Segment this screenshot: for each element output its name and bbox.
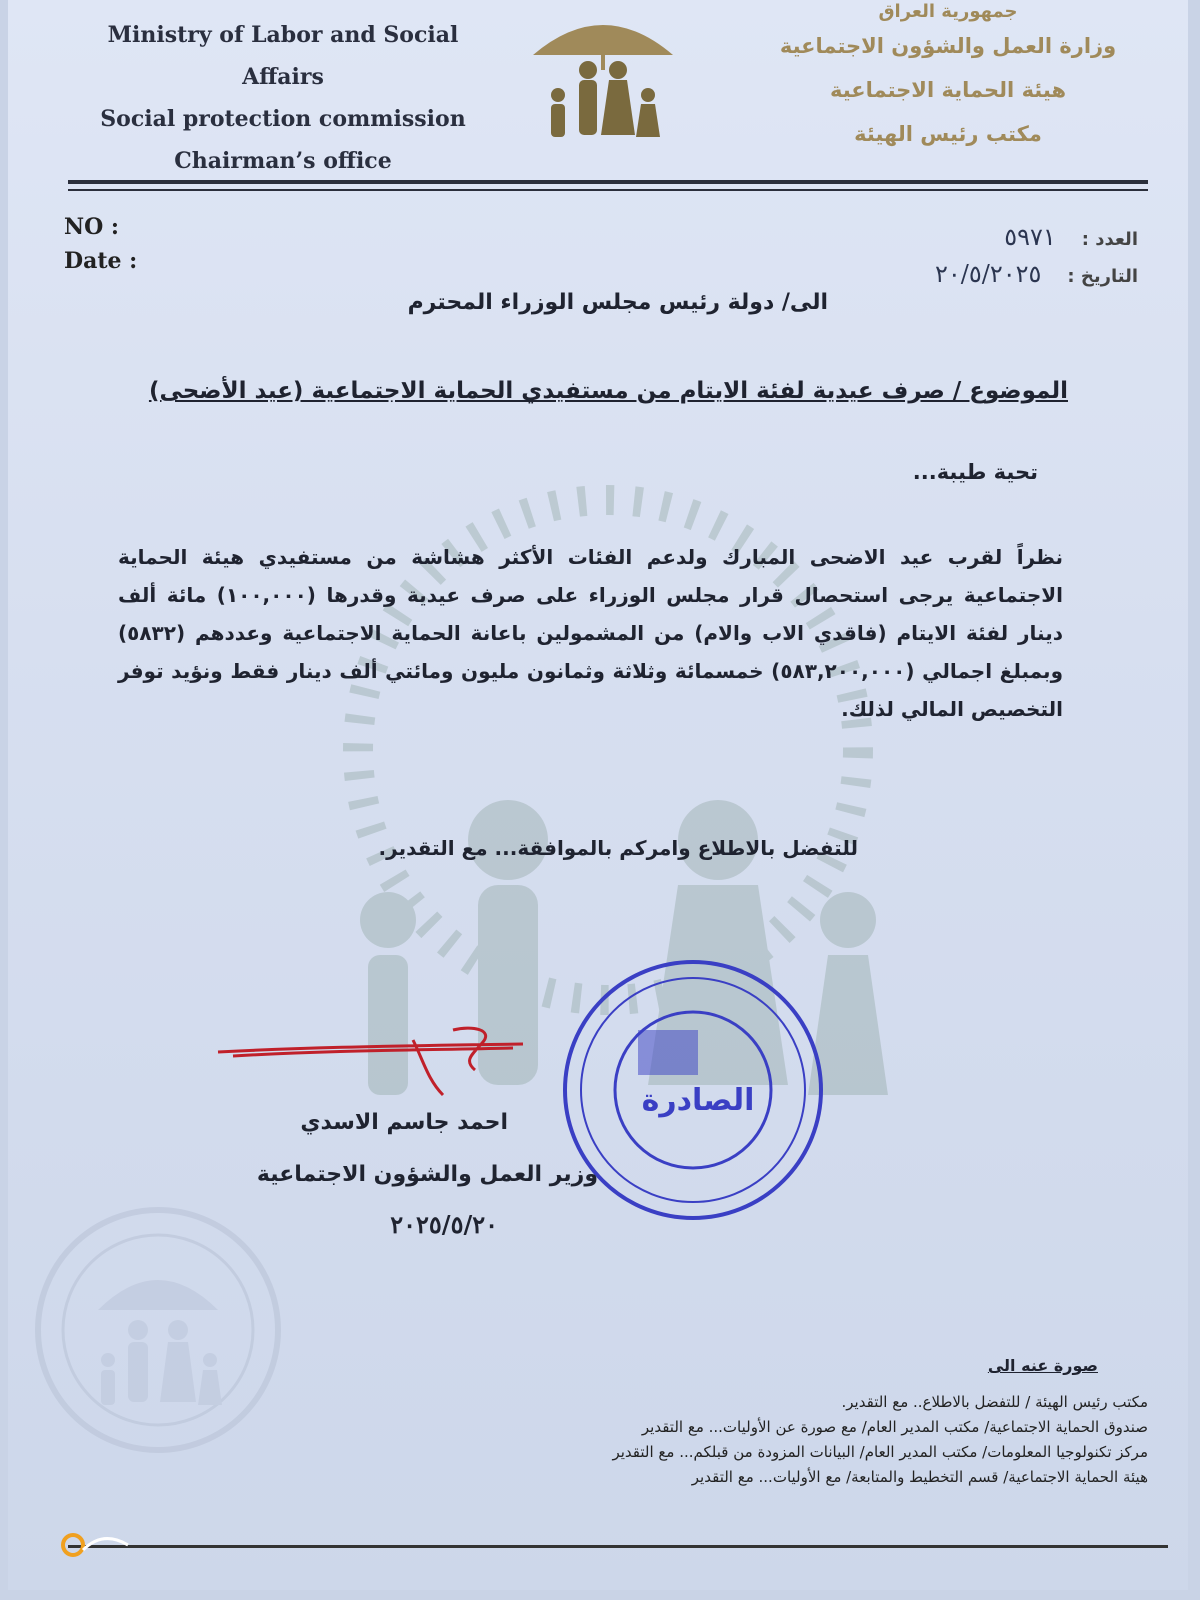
republic-name-ar: جمهورية العراق (878, 1, 1018, 22)
header-divider-thin (68, 189, 1148, 191)
list-item: مكتب رئيس الهيئة / للتفضل بالاطلاع.. مع التقدير. (841, 1393, 1148, 1411)
date-label-ar: التاريخ : (1067, 266, 1138, 287)
no-label-en: NO : (64, 214, 120, 240)
cc-title: صورة عنه الى (987, 1356, 1098, 1375)
letter-body: نظراً لقرب عيد الاضحى المبارك ولدعم الفئات الأكثر هشاشة من مستفيدي هيئة الحماية الاجتماعية يرجى استحصال قرار مجلس الوزراء على صرف عيدية وقدرها (١٠٠,٠٠٠) مائة ألف دينار لفئة الايتام (فاقدي الاب والام) من المشمولين باعانة الحماية الاجتماعية وعددهم (٥٨٣٢) وبمبلغ اجمالي (٥٨٣,٢٠٠,٠٠٠) خمسمائة وثلاثة وثمانون مليون ومائتي ألف دينار فقط ونؤيد توفر التخصيص المالي لذلك. (118, 545, 1063, 721)
commission-name-ar: هيئة الحماية الاجتماعية (829, 78, 1067, 102)
cc-list (612, 1390, 1148, 1490)
english-header (68, 14, 498, 182)
footer-divider (68, 1545, 1168, 1548)
closing-line: للتفضل بالاطلاع وامركم بالموافقة... مع التقدير. (378, 836, 858, 860)
subject-line: الموضوع / صرف عيدية لفئة الايتام من مستفيدي الحماية الاجتماعية (عيد الأضحى) (148, 378, 1068, 404)
ministry-name-en: Ministry of Labor and Social Affairs (107, 22, 459, 90)
no-value: ٥٩٧١ (1004, 223, 1056, 251)
recipient-line: الى/ دولة رئيس مجلس الوزراء المحترم (407, 290, 828, 315)
date-value: ٢٠/٥/٢٠٢٥ (935, 260, 1042, 288)
office-name-en: Chairman’s office (174, 148, 392, 174)
list-item: صندوق الحماية الاجتماعية/ مكتب المدير العام/ مع صورة عن الأوليات... مع التقدير (641, 1418, 1148, 1436)
signatory-title: وزير العمل والشؤون الاجتماعية (256, 1162, 598, 1187)
list-item: هيئة الحماية الاجتماعية/ قسم التخطيط والمتابعة/ مع الأوليات... مع التقدير (691, 1468, 1148, 1486)
meta-english (64, 210, 137, 278)
meta-arabic (935, 220, 1138, 294)
stamp-label: الصادرة (641, 1083, 755, 1118)
official-stamp-icon (543, 950, 843, 1240)
letter-page (8, 0, 1188, 1590)
date-label-en: Date : (64, 248, 138, 274)
commission-logo-icon (513, 0, 693, 150)
office-name-ar: مكتب رئيس الهيئة (854, 122, 1042, 146)
greeting: تحية طيبة... (912, 460, 1038, 484)
arabic-header (768, 0, 1128, 156)
no-label-ar: العدد : (1081, 229, 1138, 250)
header-divider (68, 180, 1148, 184)
corner-watermark-logo-icon (53, 1515, 133, 1565)
embossed-seal-icon (28, 1200, 288, 1460)
signature-icon (213, 1020, 543, 1100)
commission-name-en: Social protection commission (100, 106, 466, 132)
list-item: مركز تكنولوجيا المعلومات/ مكتب المدير العام/ البيانات المزودة من قبلكم... مع التقدير (612, 1443, 1148, 1461)
signatory-name: احمد جاسم الاسدي (300, 1110, 508, 1135)
ministry-name-ar: وزارة العمل والشؤون الاجتماعية (779, 34, 1117, 58)
signature-date: ٢٠٢٥/٥/٢٠ (390, 1210, 498, 1239)
